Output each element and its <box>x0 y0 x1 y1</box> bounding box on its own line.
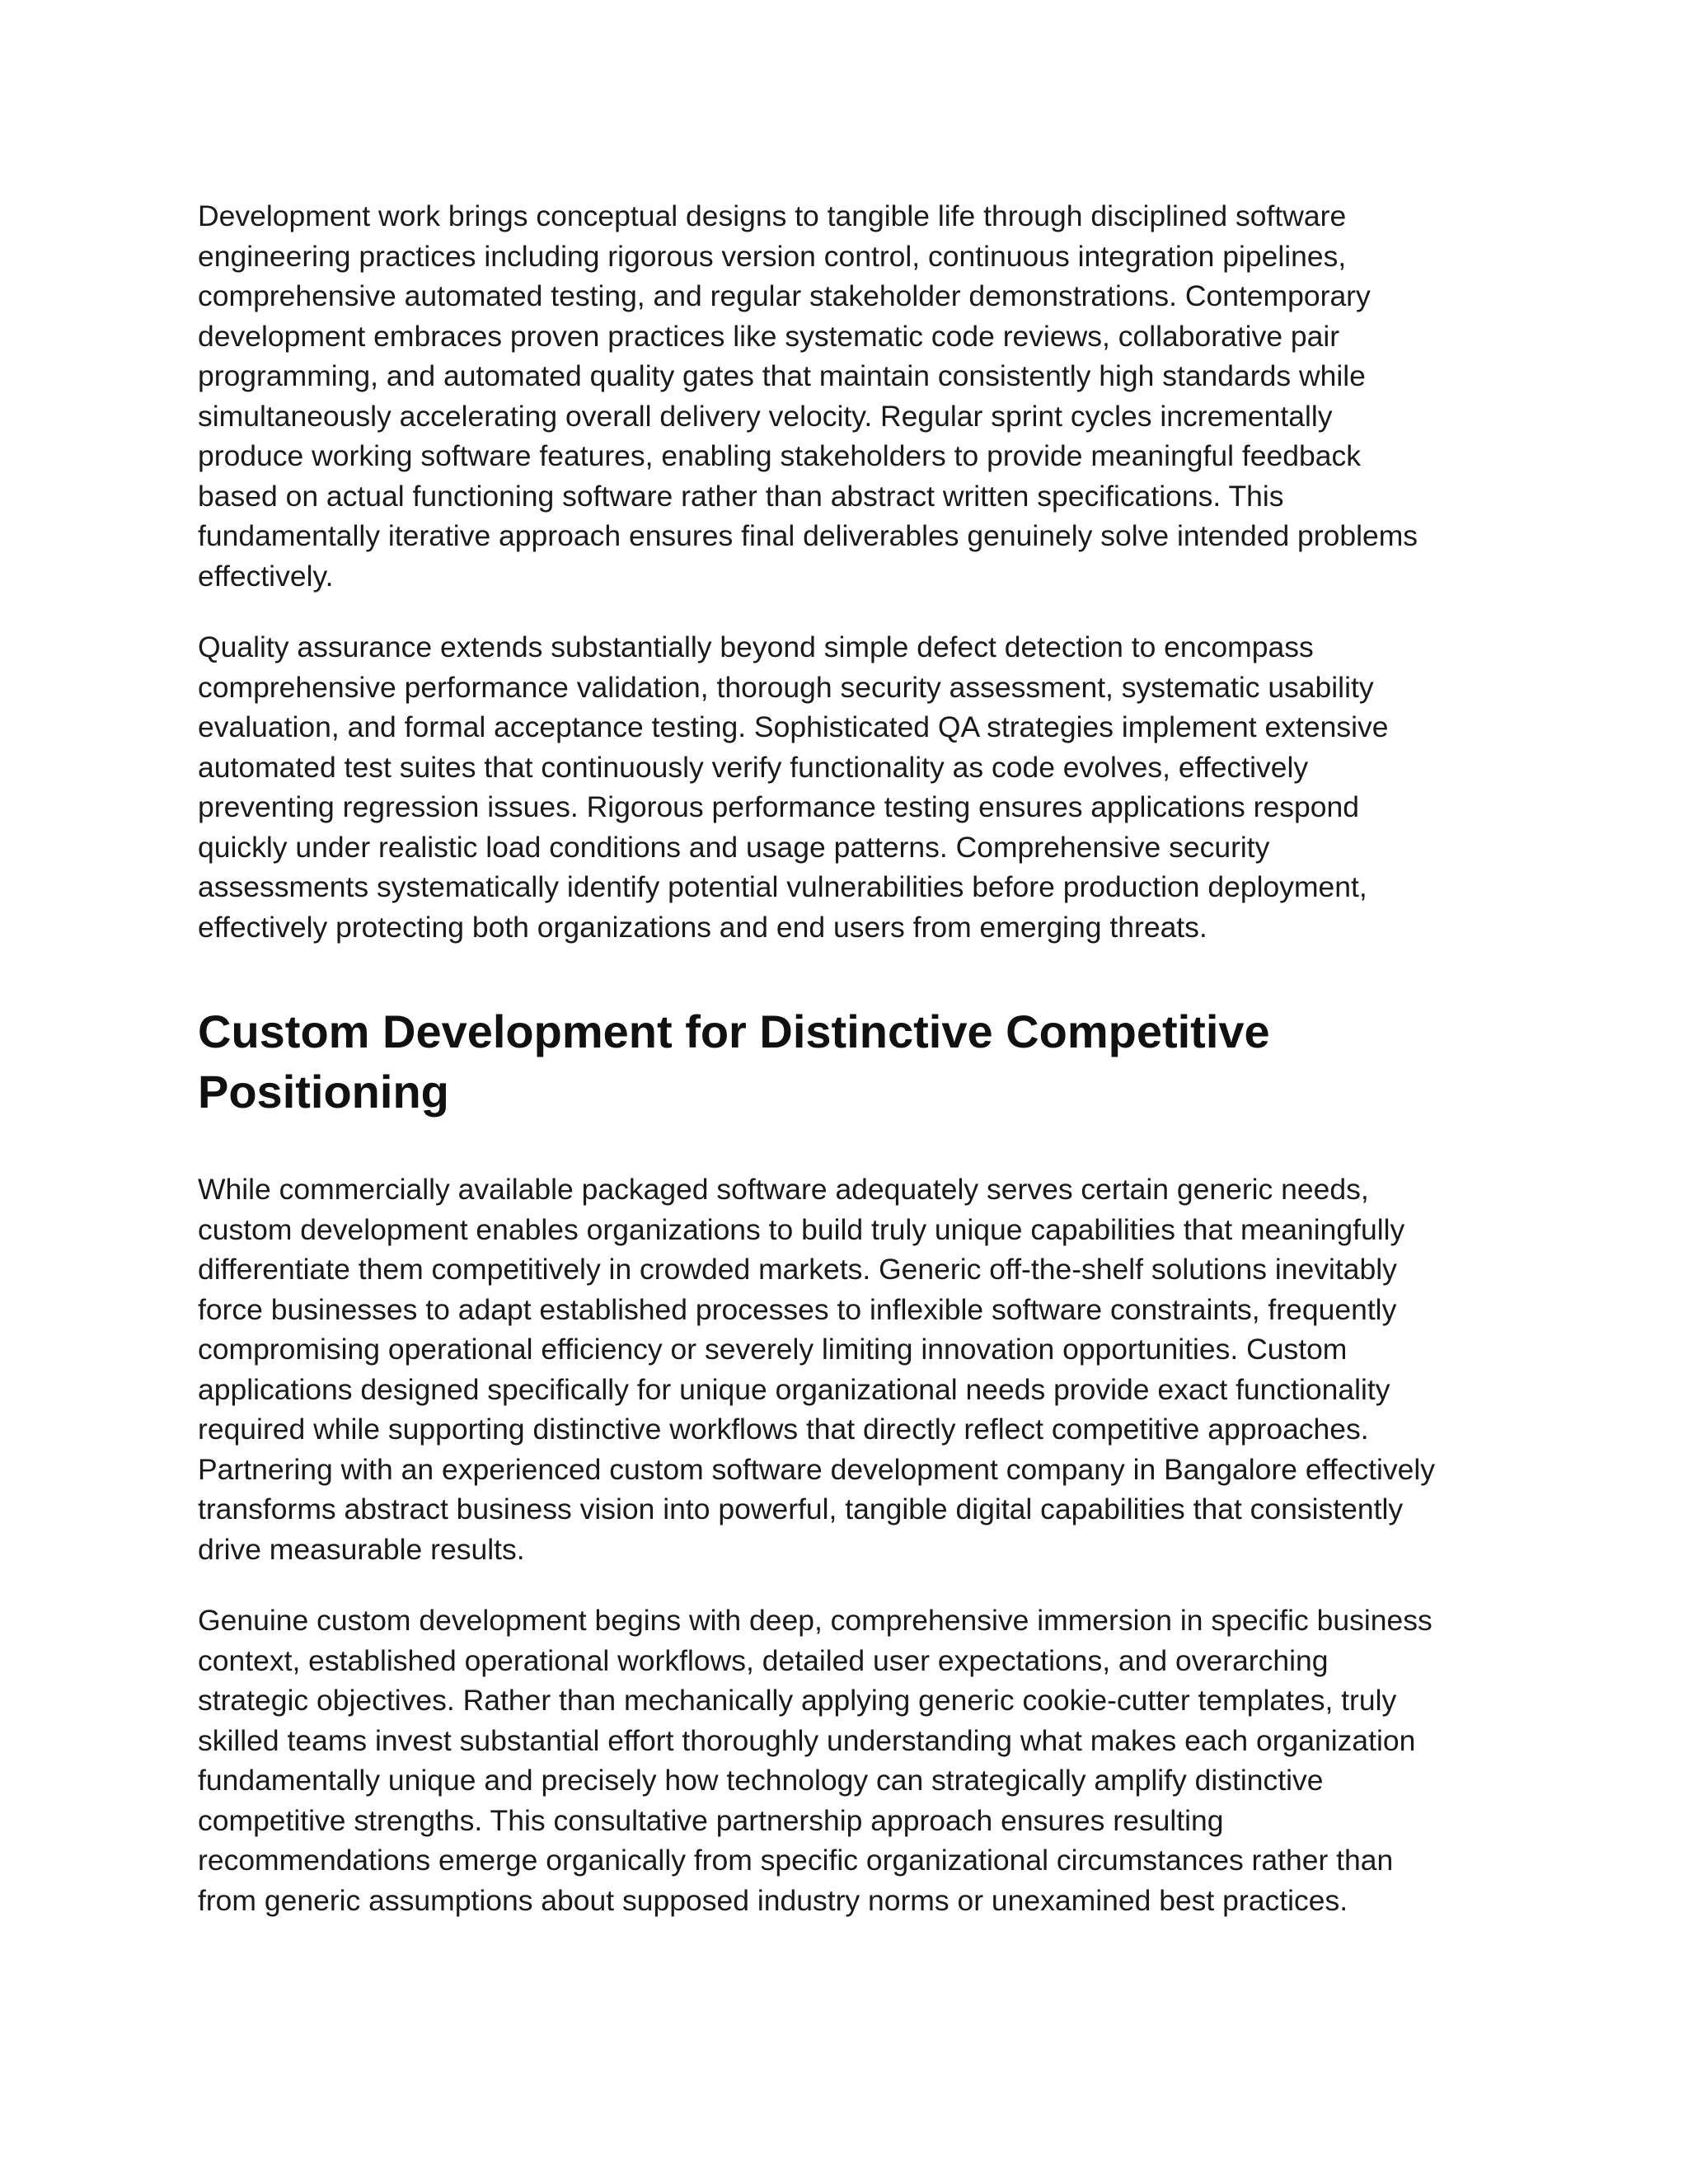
text-line: compromising operational efficiency or severely limiting innovation opportunities. Custom <box>198 1333 1348 1366</box>
text-line: transforms abstract business vision into powerful, tangible digital capabilities that consistently <box>198 1493 1404 1526</box>
text-line: skilled teams invest substantial effort thoroughly understanding what makes each organization <box>198 1723 1416 1757</box>
paragraph-development <box>198 196 1500 596</box>
text-line: comprehensive performance validation, thorough security assessment, systematic usability <box>198 670 1374 704</box>
text-line: recommendations emerge organically from specific organizational circumstances rather than <box>198 1844 1394 1877</box>
text-line: effectively protecting both organizations and end users from emerging threats. <box>198 910 1207 944</box>
text-line: simultaneously accelerating overall delivery velocity. Regular sprint cycles incrementally <box>198 399 1333 433</box>
text-line: from generic assumptions about supposed industry norms or unexamined best practices. <box>198 1883 1348 1917</box>
text-line: based on actual functioning software rather than abstract written specifications. This <box>198 479 1284 513</box>
text-line: assessments systematically identify potential vulnerabilities before production deployment, <box>198 870 1367 903</box>
text-line: effectively. <box>198 559 334 593</box>
document-page <box>198 196 1500 1952</box>
text-line: produce working software features, enabling stakeholders to provide meaningful feedback <box>198 439 1361 472</box>
paragraph-genuine-custom-development <box>198 1601 1500 1920</box>
section-heading <box>198 1001 1500 1122</box>
text-line: context, established operational workflows, detailed user expectations, and overarching <box>198 1643 1329 1677</box>
text-line: comprehensive automated testing, and regular stakeholder demonstrations. Contemporary <box>198 279 1371 312</box>
text-line: quickly under realistic load conditions and usage patterns. Comprehensive security <box>198 830 1270 864</box>
text-line: competitive strengths. This consultative partnership approach ensures resulting <box>198 1803 1224 1837</box>
text-line: strategic objectives. Rather than mechanically applying generic cookie-cutter templates, truly <box>198 1684 1397 1717</box>
text-line: evaluation, and formal acceptance testing. Sophisticated QA strategies implement extensive <box>198 710 1389 743</box>
heading-line: Custom Development for Distinctive Competitive <box>198 1005 1270 1057</box>
paragraph-custom-development <box>198 1169 1500 1569</box>
text-line: drive measurable results. <box>198 1532 525 1566</box>
text-line: custom development enables organizations to build truly unique capabilities that meaningfully <box>198 1212 1405 1246</box>
text-line: Partnering with an experienced custom software development company in Bangalore effectively <box>198 1452 1436 1486</box>
text-line: programming, and automated quality gates that maintain consistently high standards while <box>198 359 1366 392</box>
text-line: applications designed specifically for unique organizational needs provide exact functionality <box>198 1372 1390 1406</box>
text-line: development embraces proven practices like systematic code reviews, collaborative pair <box>198 319 1340 353</box>
paragraph-quality-assurance <box>198 627 1500 947</box>
text-line: required while supporting distinctive workflows that directly reflect competitive approaches. <box>198 1413 1369 1446</box>
text-line: differentiate them competitively in crowded markets. Generic off-the-shelf solutions inevitably <box>198 1253 1397 1286</box>
text-line: Quality assurance extends substantially beyond simple defect detection to encompass <box>198 630 1314 663</box>
text-line: Development work brings conceptual designs to tangible life through disciplined software <box>198 199 1347 232</box>
text-line: engineering practices including rigorous version control, continuous integration pipelines, <box>198 239 1347 273</box>
text-line: automated test suites that continuously verify functionality as code evolves, effectively <box>198 750 1309 784</box>
text-line: Genuine custom development begins with deep, comprehensive immersion in specific business <box>198 1604 1432 1637</box>
text-line: fundamentally unique and precisely how technology can strategically amplify distinctive <box>198 1764 1324 1797</box>
text-line: While commercially available packaged software adequately serves certain generic needs, <box>198 1173 1369 1206</box>
text-line: fundamentally iterative approach ensures final deliverables genuinely solve intended problems <box>198 519 1418 552</box>
text-line: force businesses to adapt established processes to inflexible software constraints, frequently <box>198 1292 1397 1326</box>
heading-line: Positioning <box>198 1066 449 1118</box>
text-line: preventing regression issues. Rigorous performance testing ensures applications respond <box>198 790 1359 823</box>
